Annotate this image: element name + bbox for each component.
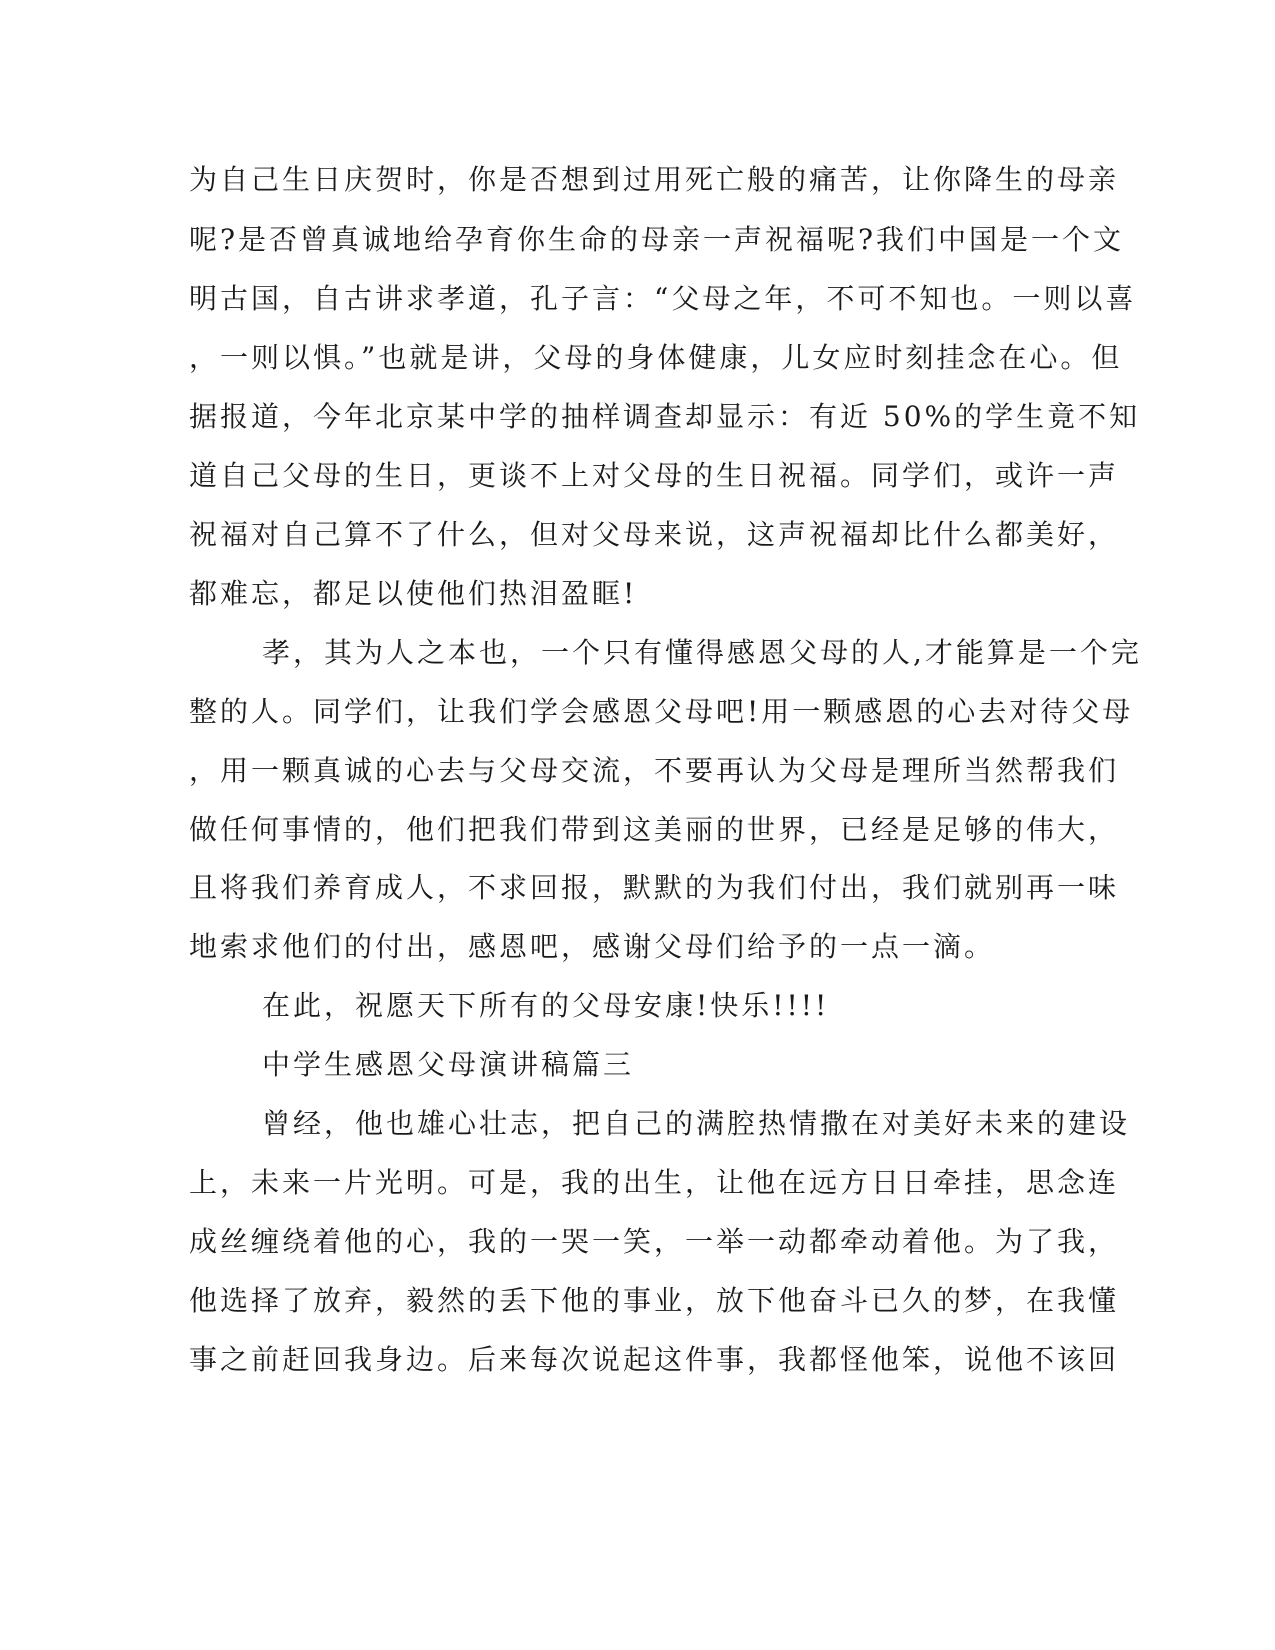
paragraph-first-line: 在此，祝愿天下所有的父母安康!快乐!!!! bbox=[262, 989, 830, 1022]
paragraph-first-line: 曾经，他也雄心壮志，把自己的满腔热情撒在对美好未来的建设 bbox=[262, 1107, 1131, 1140]
text-line: 事之前赶回我身边。后来每次说起这件事，我都怪他笨，说他不该回 bbox=[189, 1343, 1120, 1376]
text-line: 祝福对自己算不了什么，但对父母来说，这声祝福却比什么都美好， bbox=[189, 518, 1120, 551]
text-line: 为自己生日庆贺时，你是否想到过用死亡般的痛苦，让你降生的母亲 bbox=[189, 163, 1120, 196]
text-line: 都难忘，都足以使他们热泪盈眶! bbox=[189, 577, 638, 610]
text-line: 呢?是否曾真诚地给孕育你生命的母亲一声祝福呢?我们中国是一个文 bbox=[189, 223, 1125, 256]
text-line: ，用一颗真诚的心去与父母交流，不要再认为父母是理所当然帮我们 bbox=[189, 754, 1120, 787]
text-line: ，一则以惧。”也就是讲，父母的身体健康，儿女应时刻挂念在心。但 bbox=[189, 341, 1123, 374]
text-line: 整的人。同学们，让我们学会感恩父母吧!用一颗感恩的心去对待父母 bbox=[189, 695, 1134, 728]
text-line: 道自己父母的生日，更谈不上对父母的生日祝福。同学们，或许一声 bbox=[189, 459, 1120, 492]
text-line: 且将我们养育成人，不求回报，默默的为我们付出，我们就别再一味 bbox=[189, 871, 1120, 904]
text-line: 据报道，今年北京某中学的抽样调查却显示：有近 50%的学生竟不知 bbox=[189, 400, 1141, 433]
text-line: 他选择了放弃，毅然的丢下他的事业，放下他奋斗已久的梦，在我懂 bbox=[189, 1284, 1120, 1317]
text-line: 做任何事情的，他们把我们带到这美丽的世界，已经是足够的伟大， bbox=[189, 813, 1120, 846]
section-heading: 中学生感恩父母演讲稿篇三 bbox=[262, 1048, 635, 1081]
text-line: 明古国，自古讲求孝道，孔子言：“父母之年，不可不知也。一则以喜 bbox=[189, 282, 1137, 315]
text-line: 地索求他们的付出，感恩吧，感谢父母们给予的一点一滴。 bbox=[189, 930, 996, 963]
paragraph-first-line: 孝，其为人之本也，一个只有懂得感恩父母的人,才能算是一个完 bbox=[262, 636, 1142, 669]
text-line: 成丝缠绕着他的心，我的一哭一笑，一举一动都牵动着他。为了我， bbox=[189, 1225, 1120, 1258]
text-line: 上，未来一片光明。可是，我的出生，让他在远方日日牵挂，思念连 bbox=[189, 1166, 1120, 1199]
